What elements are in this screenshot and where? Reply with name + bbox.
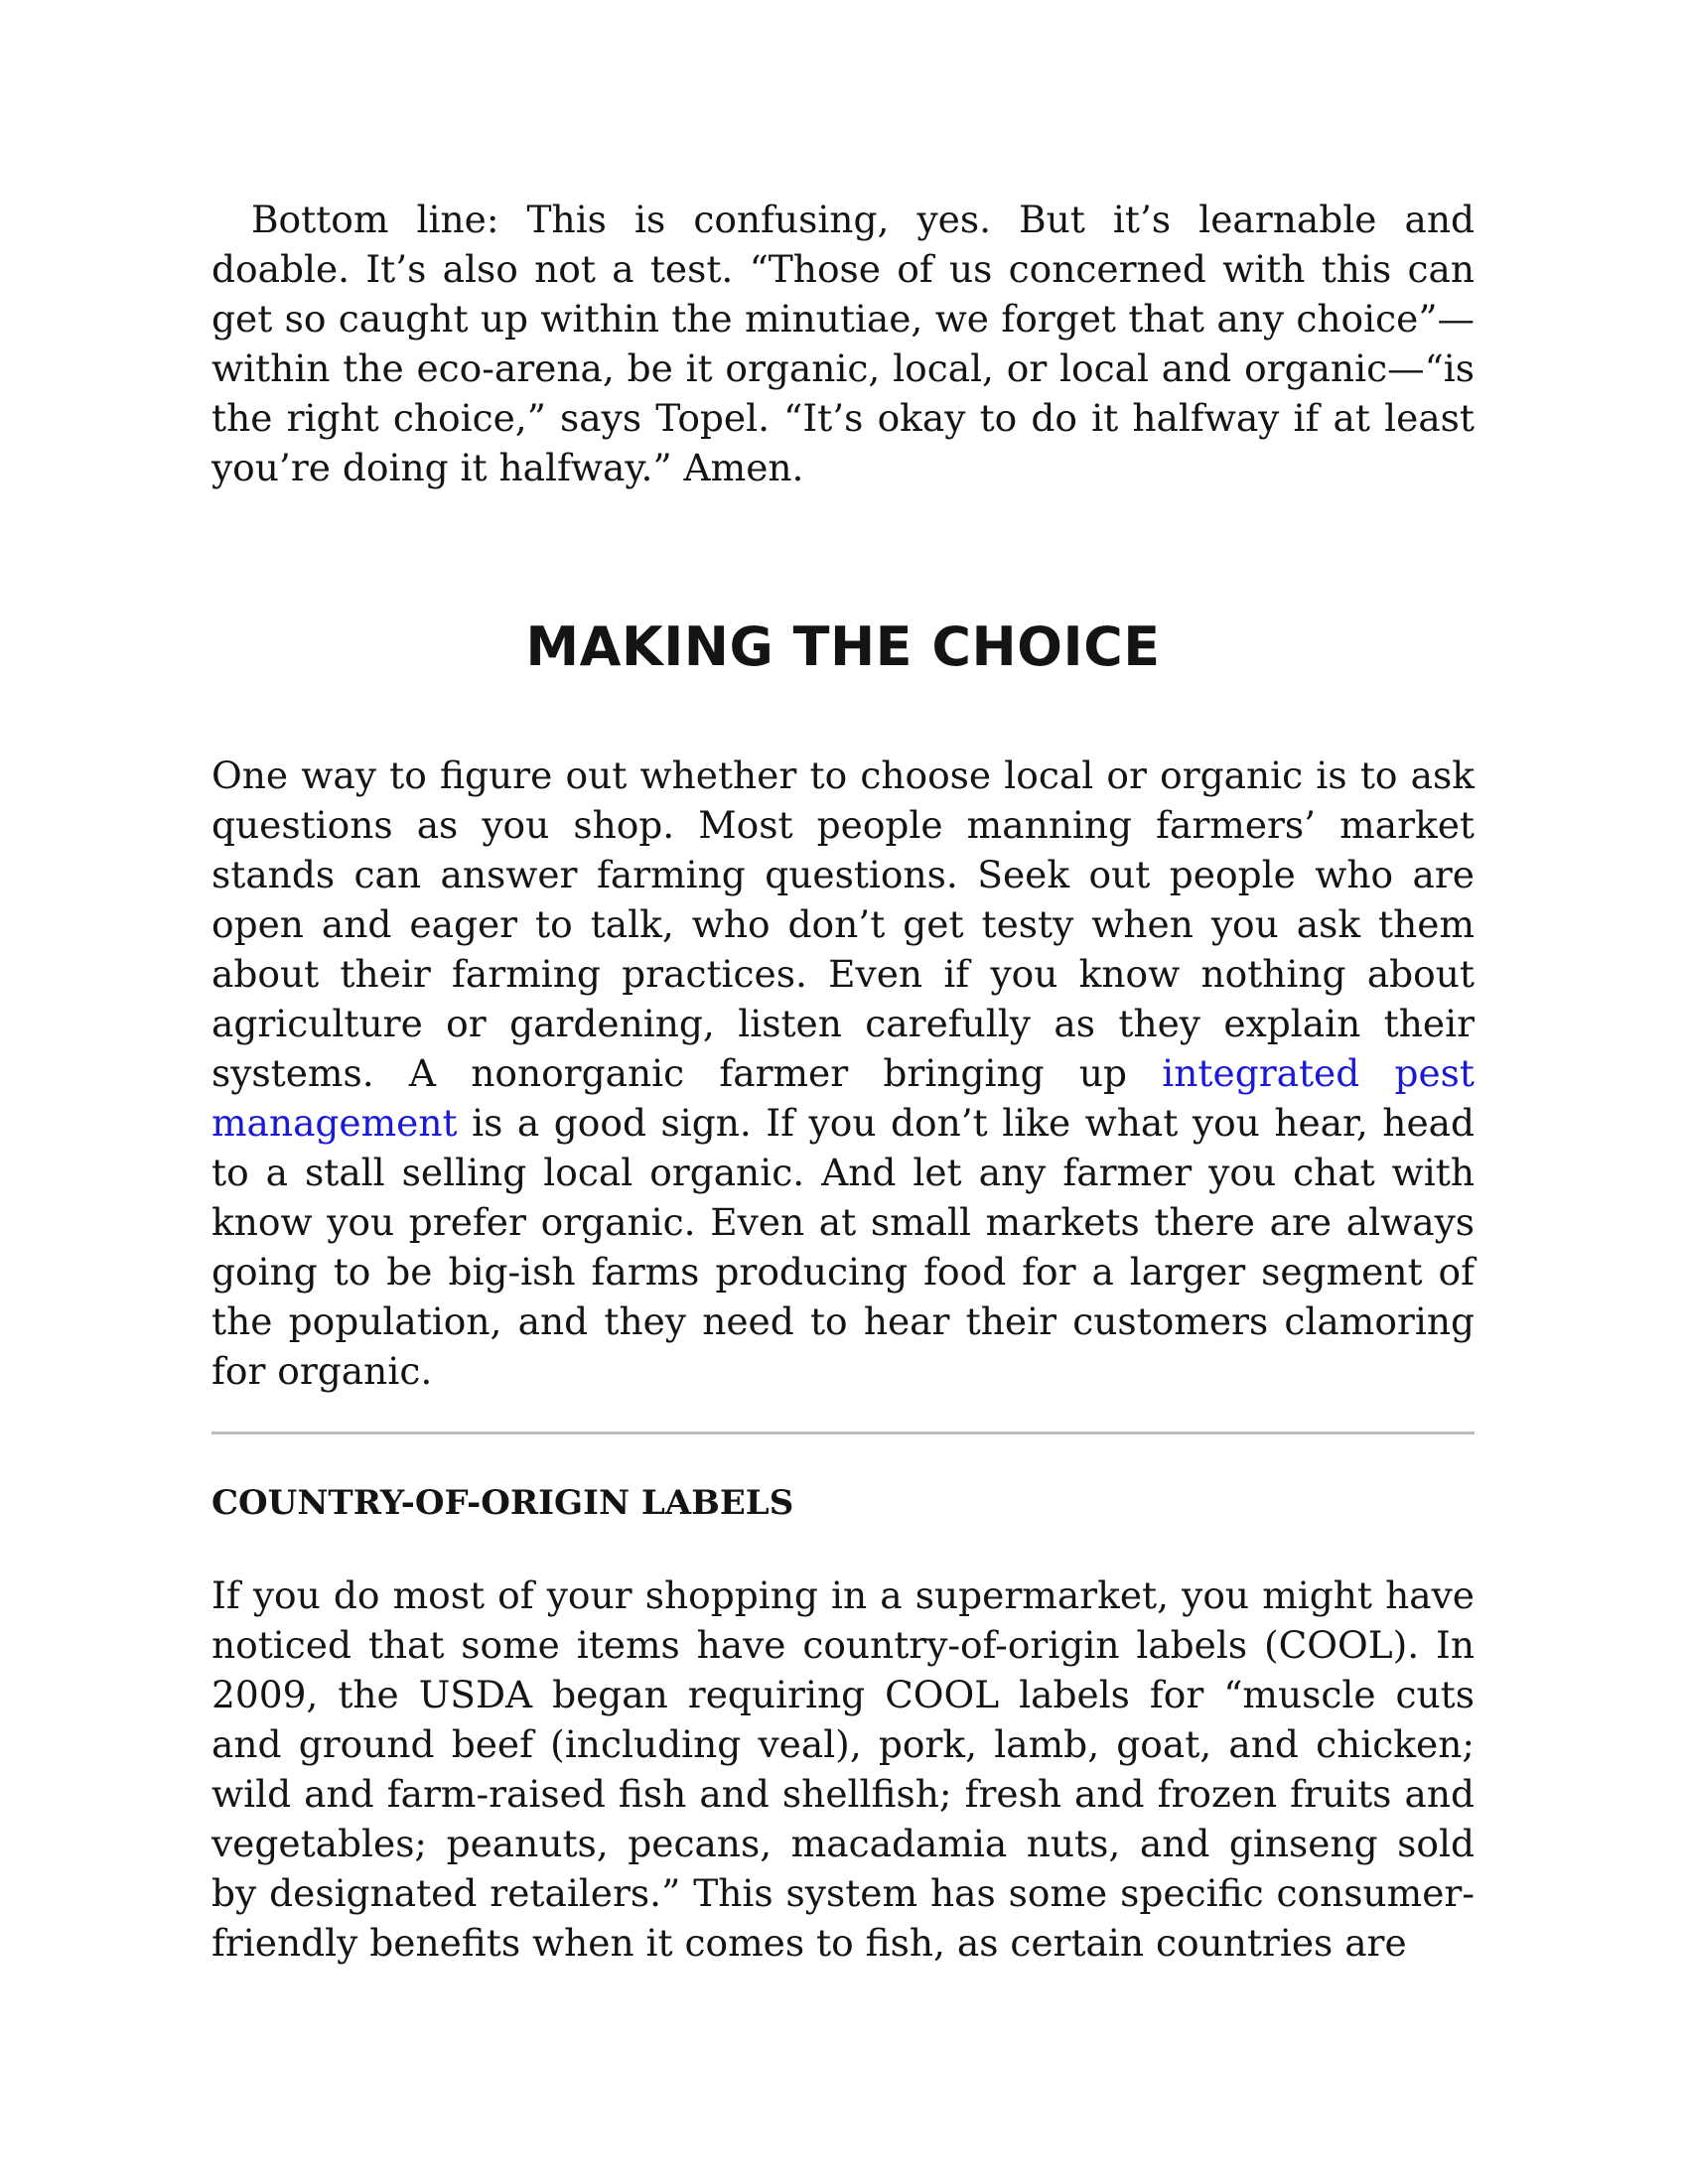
intro-paragraph: Bottom line: This is confusing, yes. But it’s learnable and doable. It’s also not a test. “Those of us concerned with this can get so caught up within the minutiae, we forget that any choice”—within the eco-arena, be it organic, local, or local and organic—“is the right choice,” says Topel. “It’s okay to do it halfway if at least you’re doing it halfway.” Amen. — [211, 198, 1475, 489]
section-divider — [211, 1432, 1475, 1434]
paragraph-text-after-link: is a good sign. If you don’t like what you hear, head to a stall selling local organic. And let any farmer you chat with know you prefer organic. Even at small markets there are always going to be big-ish farms producing food for a larger segment of the population, and they need to hear their customers clamoring for organic. — [211, 1101, 1475, 1393]
sidebar-paragraph: If you do most of your shopping in a supermarket, you might have noticed that some items have country-of-origin labels (COOL). In 2009, the USDA began requiring COOL labels for “muscle cuts and ground beef (including veal), pork, lamb, goat, and chicken; wild and farm-raised fish and shellfish; fresh and frozen fruits and vegetables; peanuts, pecans, macadamia nuts, and ginseng sold by designated retailers.” This system has some specific consumer-friendly benefits when it comes to fish, as certain countries are — [211, 1573, 1475, 1965]
paragraph-text-before-link: One way to figure out whether to choose local or organic is to ask questions as you shop. Most people manning farmers’ market stands can answer farming questions. Seek out people who are open and eager to talk, who don’t get testy when you ask them about their farming practices. Even if you know nothing about agriculture or gardening, listen carefully as they explain their systems. A nonorganic farmer bringing up — [211, 753, 1475, 1095]
sidebar-subheading: COUNTRY-OF-ORIGIN LABELS — [211, 1483, 794, 1523]
section-heading: MAKING THE CHOICE — [525, 615, 1161, 678]
section-paragraph — [211, 751, 1475, 1396]
integrated-pest-management-link[interactable]: integrated pest management — [211, 1051, 1475, 1145]
